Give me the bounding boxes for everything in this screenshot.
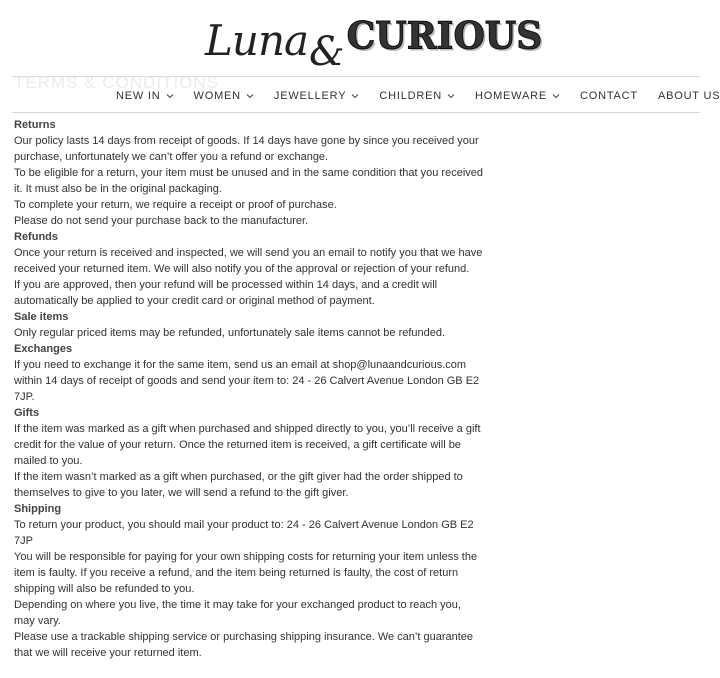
nav-item-label: ABOUT US [657,90,720,102]
gifts-heading: Gifts [14,407,40,419]
refunds-heading: Refunds [14,231,58,243]
nav-item-homeware[interactable] [475,90,560,102]
nav-item-label: WOMEN [193,90,241,102]
refunds-paragraph: If you are approved, then your refund will be processed within 14 days, and a credit will automatically be applied to your credit card or original method of payment. [14,279,438,307]
nav-item-label: NEW IN [116,90,161,102]
exchanges-heading: Exchanges [14,343,73,355]
nav-item-label: HOMEWARE [474,90,547,102]
chevron-down-icon [552,92,560,100]
refunds-paragraph: Once your return is received and inspected, we will send you an email to notify you that we have received your returned item. We will also notify you of the approval or rejection of your refund. [14,247,483,275]
chevron-down-icon [166,92,174,100]
returns-paragraph: To be eligible for a return, your item must be unused and in the same condition that you received it. It must also be in the original packaging. [14,167,483,195]
shipping-heading: Shipping [14,503,62,515]
returns-heading: Returns [14,119,56,131]
nav-item-label: JEWELLERY [273,90,347,102]
site-header [0,0,700,78]
returns-paragraph: Please do not send your purchase back to the manufacturer. [14,215,309,227]
page-title: TERMS & CONDITIONS [14,73,220,92]
nav-item-children[interactable] [379,90,455,102]
chevron-down-icon [351,92,359,100]
nav-item-label: CHILDREN [379,90,442,102]
nav-item-new-in[interactable] [116,90,174,102]
site-logo[interactable] [205,6,575,75]
chevron-down-icon [447,92,455,100]
logo-luna-text: Luna [205,16,309,65]
nav-item-about-us[interactable] [658,90,720,102]
nav-item-label: CONTACT [579,90,638,102]
sale-items-heading: Sale items [14,311,69,323]
gifts-paragraph: If the item was marked as a gift when purchased and shipped directly to you, you’ll receive a gift credit for the value of your return. Once the returned item is received, a gift certificate will be mailed to you. [14,423,481,467]
terms-content [14,117,484,661]
returns-paragraph: To complete your return, we require a receipt or proof of purchase. [14,199,337,211]
nav-item-contact[interactable] [580,90,638,102]
gifts-paragraph: If the item wasn’t marked as a gift when purchased, or the gift giver had the order shipped to themselves to give to you later, we will send a refund to the gift giver. [14,471,463,499]
shipping-paragraph: To return your product, you should mail your product to: 24 - 26 Calvert Avenue London GB E2 7JP [14,519,474,547]
shipping-paragraph: Depending on where you live, the time it may take for your exchanged product to reach you, may vary. [14,599,461,627]
shipping-paragraph: Please use a trackable shipping service or purchasing shipping insurance. We can’t guarantee that we will receive your returned item. [14,631,474,659]
returns-paragraph: Our policy lasts 14 days from receipt of goods. If 14 days have gone by since you received your purchase, unfortunately we can’t offer you a refund or exchange. [14,135,479,163]
nav-item-women[interactable] [194,90,254,102]
nav-item-jewellery[interactable] [274,90,359,102]
nav-bottom-divider [12,112,700,113]
logo-curious-text: CURIOUS [346,13,543,59]
exchanges-paragraph: If you need to exchange it for the same item, send us an email at shop@lunaandcurious.com within 14 days of receipt of goods and send your item to: 24 - 26 Calvert Avenue London GB E2 7JP. [14,359,480,403]
logo-ampersand: & [309,29,345,75]
shipping-paragraph: You will be responsible for paying for your own shipping costs for returning your item unless the item is faulty. If you receive a refund, and the item being returned is faulty, the cost of return shipping will also be refunded to you. [14,551,478,595]
chevron-down-icon [246,92,254,100]
sale-items-paragraph: Only regular priced items may be refunded, unfortunately sale items cannot be refunded. [14,327,446,339]
main-nav [116,88,720,104]
